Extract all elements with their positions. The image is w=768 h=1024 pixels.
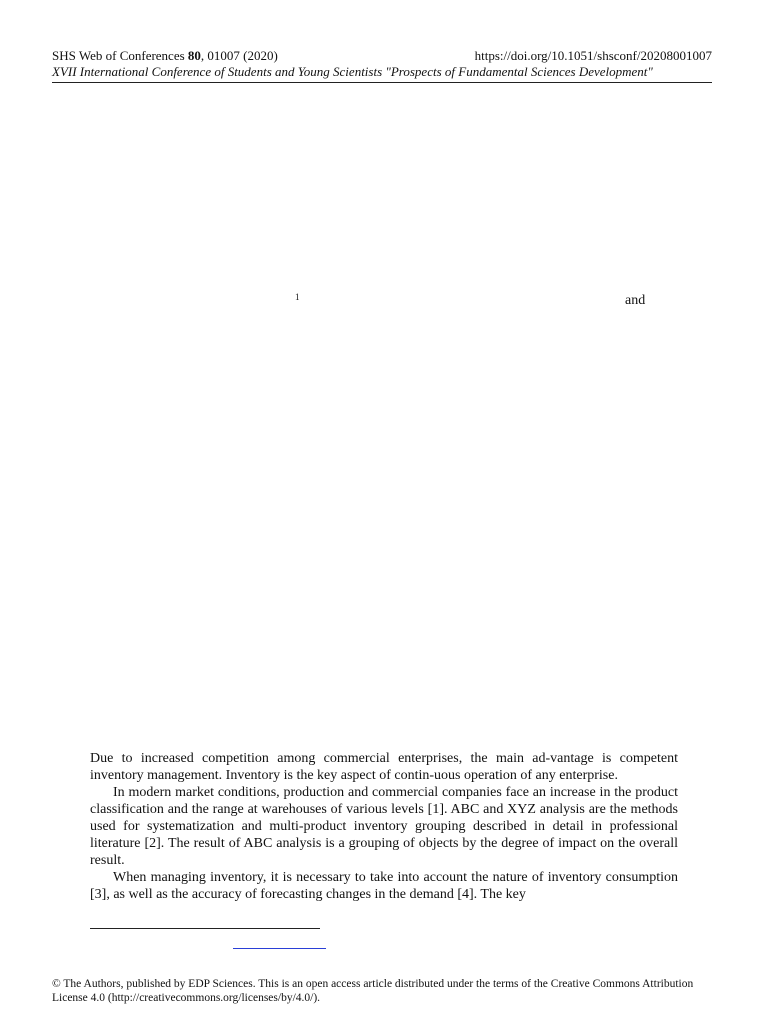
- license-notice: © The Authors, published by EDP Sciences. This is an open access article distributed under the terms of the Creative Commons Attribution License 4.0 (http://creativecommons.org/licenses/by/4.0/).: [52, 978, 694, 1004]
- running-header: [52, 48, 712, 64]
- doi-link[interactable]: https://doi.org/10.1051/shsconf/20208001007: [474, 48, 712, 63]
- conference-title: XVII International Conference of Students and Young Scientists "Prospects of Fundamental Sciences Development": [52, 64, 653, 79]
- paragraph: Due to increased competition among commercial enterprises, the main ad-vantage is competent inventory management. Inventory is the key aspect of contin-uous operation of any enterprise.: [90, 751, 678, 783]
- journal-citation: [52, 48, 278, 64]
- volume-number: 80: [187, 48, 201, 63]
- article-number: , 01007 (2020): [200, 48, 278, 63]
- paragraph: When managing inventory, it is necessary to take into account the nature of inventory consumption [3], as well as the accuracy of forecasting changes in the demand [4]. The key: [90, 870, 678, 902]
- paragraph: In modern market conditions, production and commercial companies face an increase in the product classification and the range at warehouses of various levels [1]. ABC and XYZ analysis are the methods used for systematization and multi-product inventory grouping described in detail in professional literature [2]. The result of ABC analysis is a grouping of objects by the degree of impact on the overall result.: [90, 785, 678, 868]
- header-divider: [52, 82, 712, 83]
- journal-name: SHS Web of Conferences: [52, 48, 188, 63]
- body-text: [90, 750, 678, 903]
- affiliation-superscript: 1: [295, 292, 300, 302]
- footnote-divider: [90, 928, 320, 929]
- author-conjunction: and: [625, 293, 646, 308]
- footnote-link-underline[interactable]: [233, 948, 326, 949]
